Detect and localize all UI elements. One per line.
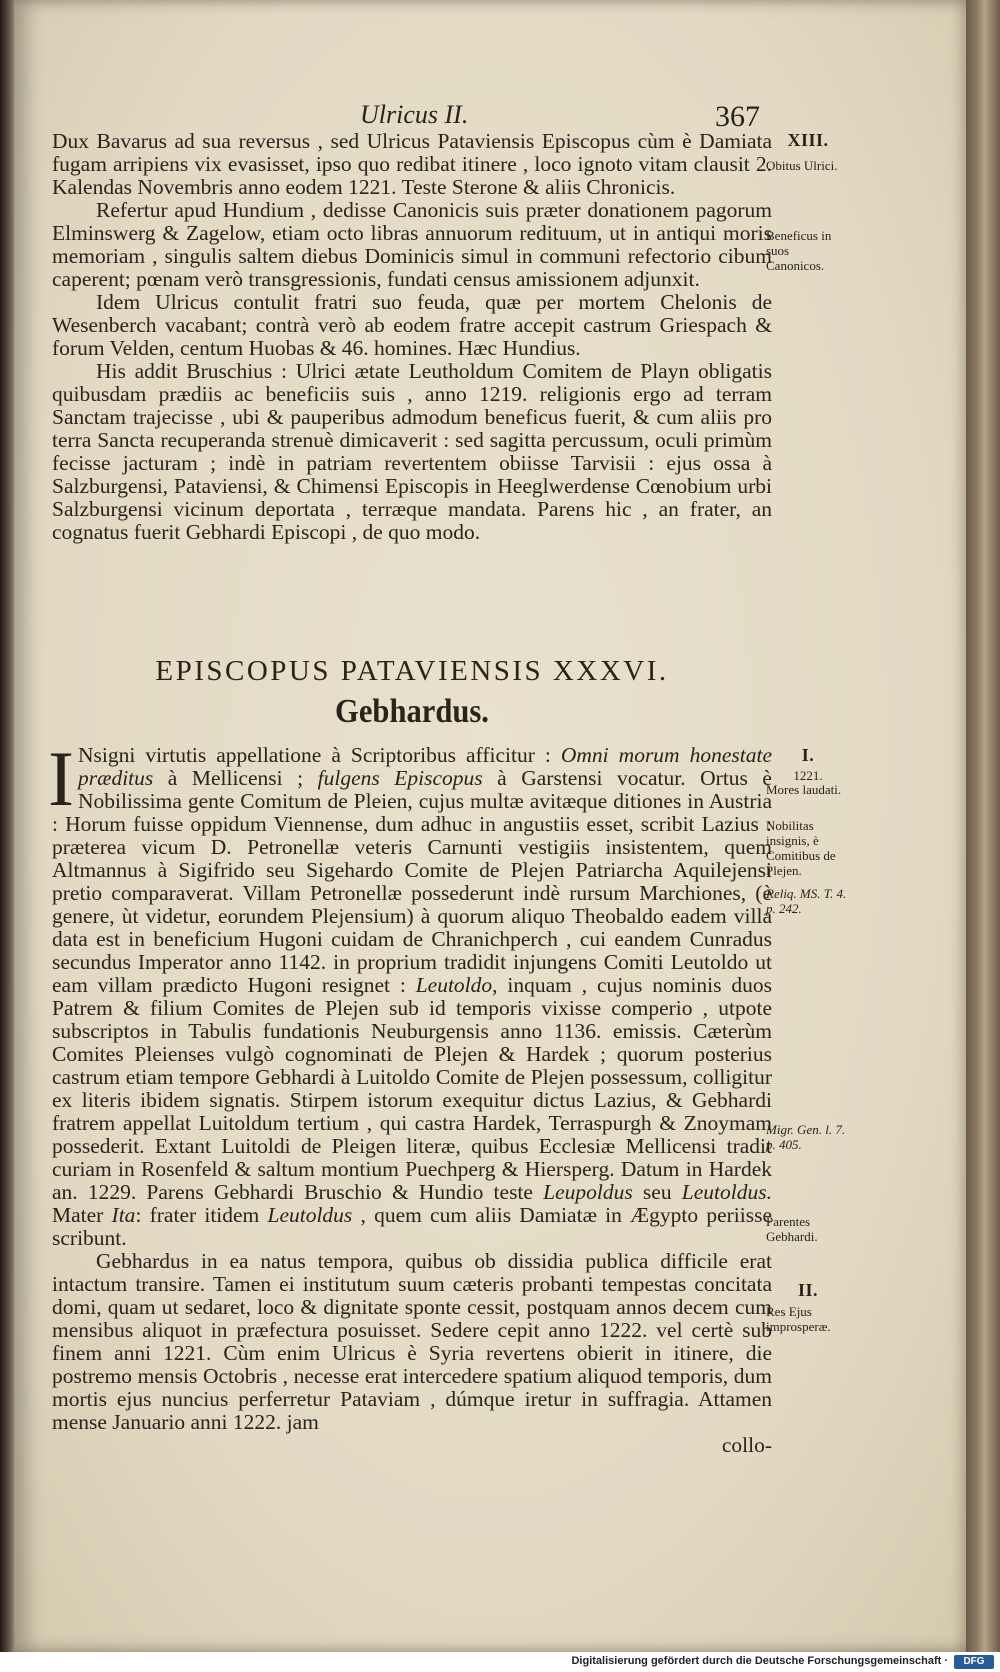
page-number: 367 bbox=[715, 100, 760, 133]
running-header: Ulricus II. bbox=[360, 100, 469, 129]
margin-note-reliq: Reliq. MS. T. 4. p. 242. bbox=[766, 886, 847, 916]
margin-note-migr: Migr. Gen. l. 7. p. 405. bbox=[766, 1122, 846, 1152]
page-stack-edge bbox=[966, 0, 1000, 1652]
margin-note-mores: Mores laudati. bbox=[766, 782, 842, 797]
paragraph-gebhardus-1: I Nsigni virtutis appellatione à Scriptoribus afficitur : Omni morum honestate præditus à Mellicensi ; fulgens Episcopus à Garstensi vocatur. Ortus è Nobilissima gente Comitum de Pleien, cujus multæ avitæque ditiones in Austria : Horum fuisse oppidum Viennense, dum adhuc in angustiis esset, scribit Lazius : præterea vicum D. Petronellæ veteris Carnunti vestigiis insistentem, quem Altmannus à Sigifrido seu Sigehardo Comite de Plejen Patriarcha Aquilejensi pretio comparaverat. Villam Petronellæ possederunt indè rursum Marchiones, (è genere, ùt videtur, eorundem Plejensium) à quorum aliquo Theobaldo eadem villa data est in beneficium Hugoni cuidam de Chranichperch , cui eandem Cunradus secundus Imperator anno 1142. in proprium tradidit injungens Comiti Leutoldo ut eam villam prædicto Hugoni resignet : Leutoldo, inquam , cujus nominis duos Patrem & filium Comites de Plejen sub id temporis vixisse comperio , utpote subscriptos in Tabulis fundationis Neuburgensis anno 1136. emissis. Cæterùm Comites Pleienses vulgò cognominati de Plejen & Hardek ; quorum posterius castrum etiam tempore Gebhardi à Luitoldo Comite de Plejen possessum, colligitur ex literis ibidem signatis. Stirpem istorum exequitur dictus Lazius, & Gebhardi fratrem appellat Luitoldum tertium , qui castra Hardek, Terraspurgh & Znoymam possederit. Extant Luitoldi de Pleigen literæ, quibus Ecclesiæ Mellicensi tradit curiam in Rosenfeld & saltum montium Puechperg & Hiersperg. Datum in Hardek an. 1229. Parens Gebhardi Bruschio & Hundio teste Leupoldus seu Leutoldus. Mater Ita: frater itidem Leutoldus , quem cum aliis Damiatæ in Ægypto periisse scribunt. bbox=[48, 735, 772, 1250]
footer-bar bbox=[0, 1652, 1000, 1672]
drop-cap: I bbox=[48, 735, 74, 822]
margin-note-parentes: Parentes Gebhardi. bbox=[766, 1214, 818, 1244]
paragraph-obitus: Dux Bavarus ad sua reversus , sed Ulricus Pataviensis Episcopus cùm è Damiata fugam arripiens vix evasisset, ipso quo redibat itinere , loco ignoto vitam clausit 2. Kalendas Novembris anno eodem 1221. Teste Sterone & aliis Chronicis. bbox=[52, 129, 772, 199]
margin-note-xiii: XIII. bbox=[787, 130, 829, 150]
dfg-logo-icon: DFG bbox=[954, 1655, 994, 1669]
margin-note-ii: II. bbox=[797, 1280, 818, 1300]
paragraph-gebhardus-2: Gebhardus in ea natus tempora, quibus ob dissidia publica difficile erat intactum transire. Tamen ei institutum suum cæteris probanti tempestas concitata domi, quam ut sedaret, loco & dignitate sponte cessit, postquam annos decem cum mensibus aliquot in præfectura posuisset. Sedere cepit anno 1222. vel certè sub finem anni 1221. Cùm enim Ulricus è Syria revertens obierit in itinere, die postremo mensis Octobris , necesse erat intercedere spatium aliquod temporis, dum mortis ejus nuncius perferretur Pataviam , dúmque iretur in suffragia. Attamen mense Januario anni 1222. jam bbox=[52, 1249, 772, 1434]
margin-note-i: I. bbox=[801, 745, 815, 765]
margin-note-beneficus: Beneficus in suos Canonicos. bbox=[766, 228, 832, 273]
section-name: Gebhardus. bbox=[335, 693, 489, 730]
margin-note-year: 1221. bbox=[793, 768, 823, 783]
digitization-credit: Digitalisierung gefördert durch die Deutsche Forschungsgemeinschaft · bbox=[571, 1655, 948, 1667]
margin-note-res: Res Ejus improsperæ. bbox=[766, 1304, 831, 1334]
margin-note-nobilitas: Nobilitas insignis, è Comitibus de Plejen. bbox=[766, 818, 836, 878]
paragraph-hundius: Refertur apud Hundium , dedisse Canonicis suis præter donationem pagorum Elminswerg & Zagelow, etiam octo libras annuorum redituum, ut in antiqui moris memoriam , singulis saltem diebus Dominicis simul in communi refectorio cibum caperent; pœnam verò transgressionis, fundati census amissionem adjunxit. bbox=[52, 198, 772, 291]
body-text-block bbox=[48, 735, 772, 1457]
paragraph-bruschius: His addit Bruschius : Ulrici ætate Leutholdum Comitem de Playn obligatis quibusdam prædiis ac beneficiis suis , anno 1219. religionis ergo ad terram Sanctam trajecisse , ubi & pauperibus admodum beneficus fuerit, & cum aliis pro terra Sancta recuperanda strenuè dimicaverit : sed sagitta percussum, oculi primùm fecisse jacturam ; indè in patriam revertentem obiisse Tarvisii : ejus ossa à Salzburgensi, Pataviensi, & Chimensi Episcopis in Heeglwerdense Cœnobium urbi Salzburgensi vicinum deportata , terræque mandata. Parens hic , an frater, an cognatus fuerit Gebhardi Episcopi , de quo modo. bbox=[52, 359, 772, 544]
margin-note-obitus: Obitus Ulrici. bbox=[766, 158, 838, 173]
top-text-block bbox=[52, 130, 772, 544]
section-title: EPISCOPUS PATAVIENSIS XXXVI. bbox=[155, 655, 669, 687]
paragraph-feuda: Idem Ulricus contulit fratri suo feuda, quæ per mortem Chelonis de Wesenberch vacabant; contrà verò ab eodem fratre accepit castrum Griespach & forum Velden, centum Huobas & 46. homines. Hæc Hundius. bbox=[52, 290, 772, 360]
book-gutter bbox=[0, 0, 14, 1672]
catchword: collo- bbox=[721, 1433, 772, 1457]
